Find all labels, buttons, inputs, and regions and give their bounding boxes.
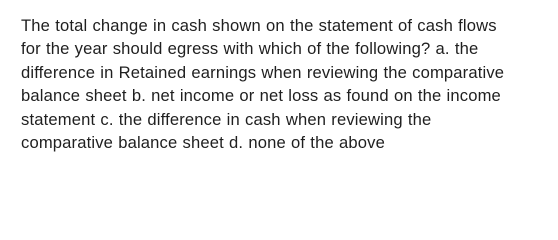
question-line-1: The total change in cash shown on the statement of cash flows [21, 16, 497, 35]
question-text [21, 14, 550, 154]
question-line-5: statement c. the difference in cash when reviewing the [21, 109, 432, 129]
question-line-3: difference in Retained earnings when reviewing the comparative [21, 62, 505, 82]
question-line-6: comparative balance sheet d. none of the above [21, 133, 385, 153]
question-line-2: for the year should egress with which of the following? a. the [21, 39, 479, 59]
question-line-4: balance sheet b. net income or net loss as found on the income [21, 86, 501, 106]
